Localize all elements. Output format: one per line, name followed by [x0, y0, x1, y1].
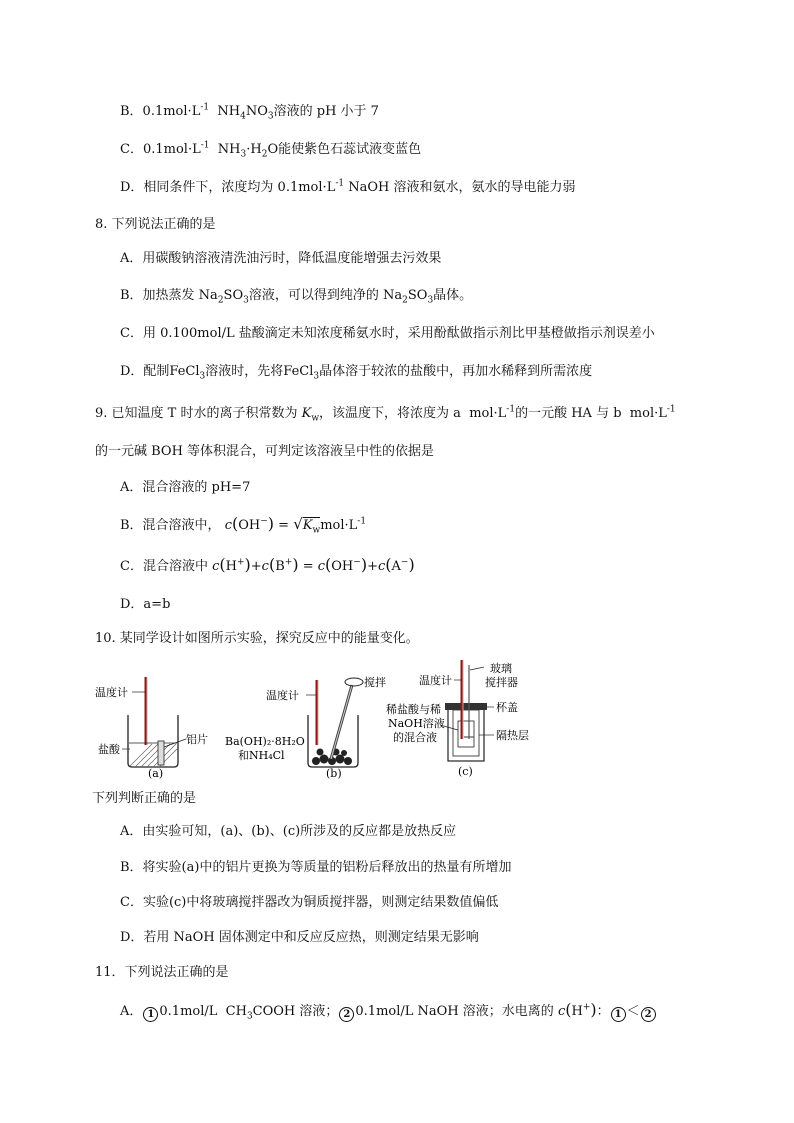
question-11: 11．下列说法正确的是: [95, 965, 229, 980]
question-9-line1: 9. 已知温度 T 时水的离子积常数为 $K_w$，该温度下，将浓度为 a $mol\cdot L^{-1}$的一元酸 HA 与 b $mol\cdot L^{-1}$: [95, 404, 676, 424]
experiment-figure: [88, 655, 548, 780]
label-aluminum: 铝片: [186, 733, 208, 746]
option-8d: D．配制FeCl$_3$溶液时，先将FeCl$_3$晶体溶于较浓的盐酸中，再加水稀释到所需浓度: [120, 364, 593, 382]
label-reagent-1: Ba(OH)₂·8H₂O: [225, 735, 305, 748]
figure-a: [95, 677, 208, 780]
label-reagent-2: 和NH₄Cl: [238, 749, 285, 762]
option-9a: A．混合溶液的 pH=7: [120, 480, 251, 495]
figure-b: [225, 675, 386, 780]
label-acid: 盐酸: [98, 743, 120, 756]
label-mix-1: 稀盐酸与稀: [386, 703, 441, 716]
label-stir: 搅拌: [364, 676, 386, 689]
option-8b: B．加热蒸发 $Na_2SO_3$溶液，可以得到纯净的 $Na_2SO_3$晶体。: [120, 288, 473, 306]
caption-c: (c): [458, 765, 473, 778]
label-thermometer-b: 温度计: [266, 689, 299, 702]
label-mix-2: NaOH溶液: [388, 717, 445, 730]
option-9b: B．混合溶液中， $c(OH^-) = √K_wmol\cdot L^{-1}$: [120, 514, 367, 536]
question-10-prompt: 下列判断正确的是: [92, 791, 197, 806]
label-thermometer-c: 温度计: [419, 674, 452, 687]
label-mix-3: 的混合液: [393, 731, 437, 744]
label-stirrer-2: 搅拌器: [485, 676, 518, 689]
label-lid: 杯盖: [496, 701, 518, 714]
option-7d: D．相同条件下，浓度均为 $0.1mol\cdot L^{-1}$ NaOH 溶液和氨水，氨水的导电能力弱: [120, 178, 576, 195]
option-10c: C．实验(c)中将玻璃搅拌器改为铜质搅拌器，则测定结果数值偏低: [120, 895, 499, 910]
option-11a: A． 1 0.1mol/L $CH_3COOH$ 溶液； 2 0.1mol/L NaOH 溶液；水电离的 c(H+)： 1 ＜ 2: [120, 1002, 657, 1022]
label-stirrer-1: 玻璃: [490, 662, 512, 675]
figure-c: [386, 660, 529, 778]
option-8c: C．用 0.100mol/L 盐酸滴定未知浓度稀氨水时，采用酚酞做指示剂比甲基橙做指示剂误差小: [120, 326, 655, 341]
option-10b: B．将实验(a)中的铝片更换为等质量的铝粉后释放出的热量有所增加: [120, 860, 512, 875]
option-9c: C．混合溶液中 c(H+)+c(B+) = c(OH−)+c(A−): [120, 555, 415, 574]
option-10d: D．若用 NaOH 固体测定中和反应反应热，则测定结果无影响: [120, 930, 479, 945]
caption-b: (b): [326, 767, 342, 780]
question-10: 10. 某同学设计如图所示实验，探究反应中的能量变化。: [95, 631, 419, 646]
option-7c: C．$0.1mol\cdot L^{-1}$ $NH_3\cdot H_2O$能使紫色石蕊试液变蓝色: [120, 140, 422, 160]
option-8a: A．用碳酸钠溶液清洗油污时，降低温度能增强去污效果: [120, 251, 442, 266]
option-10a: A．由实验可知，(a)、(b)、(c)所涉及的反应都是放热反应: [120, 824, 457, 839]
option-7b: B．$0.1mol\cdot L^{-1}$ $NH_4NO_3$溶液的 pH 小于 7: [120, 102, 379, 122]
question-9-line2: 的一元碱 BOH 等体积混合，可判定该溶液呈中性的依据是: [95, 444, 435, 459]
option-9d: D．a=b: [120, 597, 171, 612]
question-8: 8. 下列说法正确的是: [95, 217, 216, 232]
caption-a: (a): [148, 767, 164, 780]
label-insulation: 隔热层: [496, 729, 529, 742]
label-thermometer-a: 温度计: [95, 686, 128, 699]
